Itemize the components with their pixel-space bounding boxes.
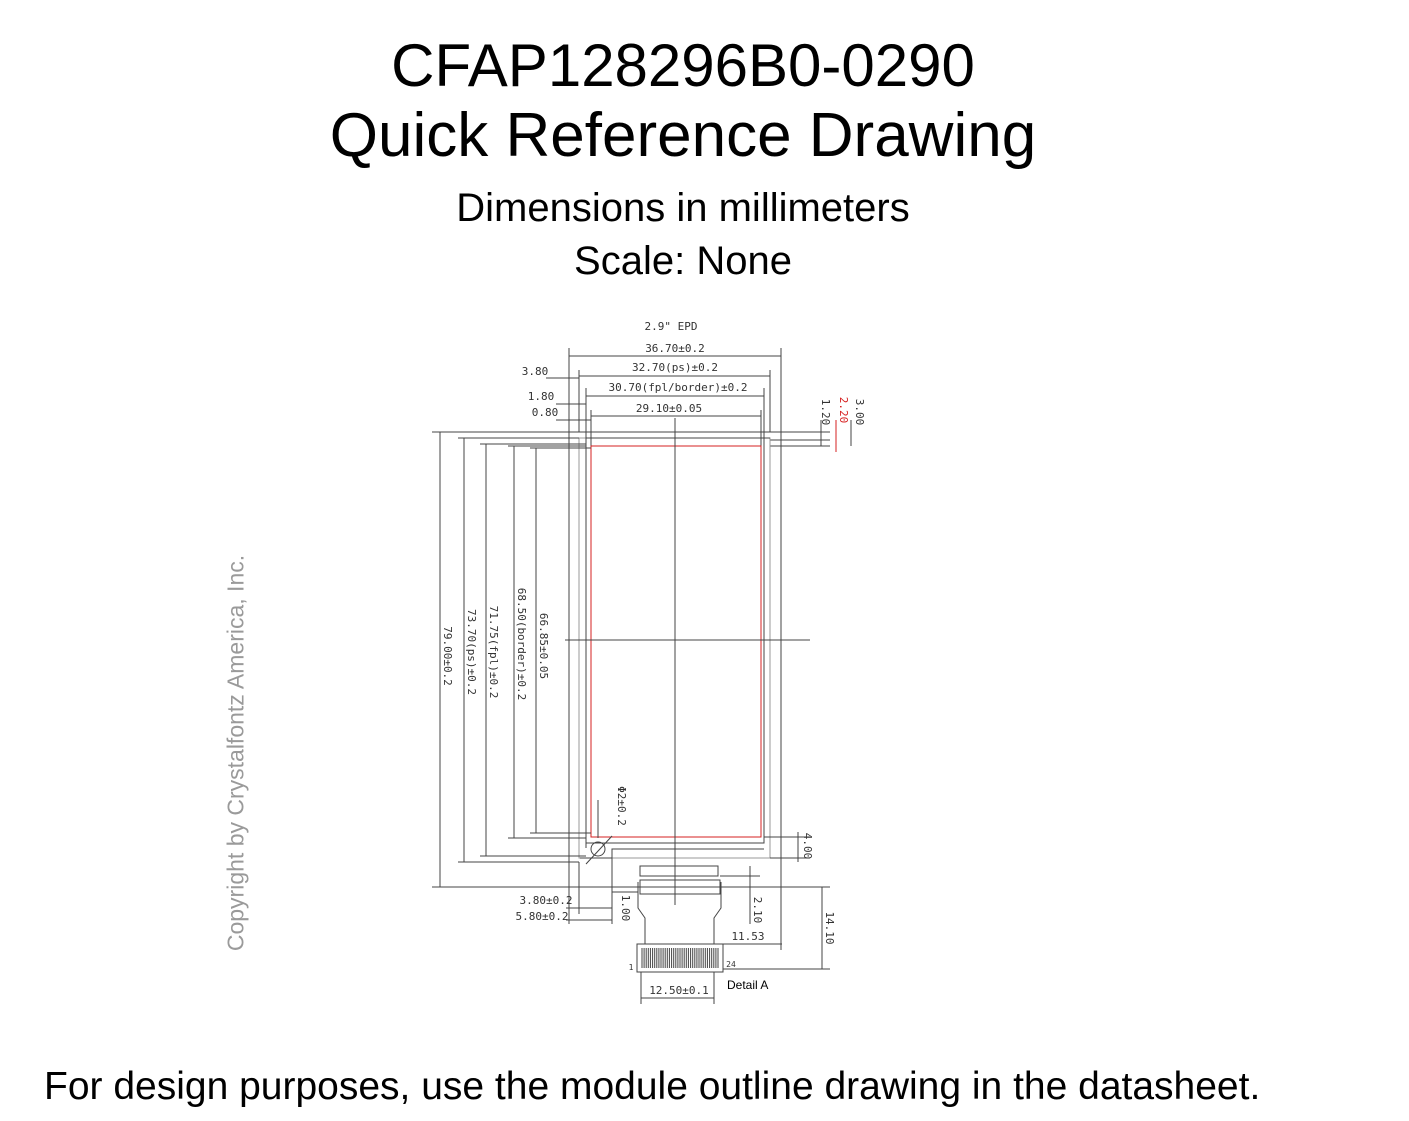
svg-text:30.70(fpl/border)±0.2: 30.70(fpl/border)±0.2 — [608, 381, 748, 394]
dim-aa-width — [591, 402, 761, 446]
dim-400 — [764, 832, 814, 862]
dim-left-offsets — [522, 365, 591, 420]
dim-1250 — [641, 972, 714, 1004]
svg-text:Φ2±0.2: Φ2±0.2 — [615, 786, 628, 826]
svg-text:3.80: 3.80 — [521, 365, 549, 378]
dim-100 — [612, 892, 638, 921]
svg-text:79.00±0.2: 79.00±0.2 — [441, 626, 454, 686]
dim-right-offsets — [770, 397, 866, 452]
detail-a-label: Detail A — [727, 978, 769, 992]
svg-text:29.10±0.05: 29.10±0.05 — [635, 402, 703, 415]
svg-text:1.20: 1.20 — [819, 398, 832, 426]
pin-first-label: 1 — [628, 963, 634, 972]
svg-text:66.85±0.05: 66.85±0.05 — [537, 612, 550, 680]
svg-text:2.20: 2.20 — [837, 396, 850, 424]
svg-text:1.80: 1.80 — [527, 390, 555, 403]
svg-text:32.70(ps)±0.2: 32.70(ps)±0.2 — [631, 361, 719, 374]
dim-210 — [720, 866, 764, 924]
dim-1410 — [723, 887, 836, 969]
scale-note: Scale: None — [574, 239, 792, 283]
label-epd: 2.9" EPD — [644, 320, 698, 333]
svg-text:71.75(fpl)±0.2: 71.75(fpl)±0.2 — [487, 605, 500, 699]
svg-text:36.70±0.2: 36.70±0.2 — [645, 342, 705, 355]
svg-text:14.10: 14.10 — [823, 911, 836, 945]
svg-text:1.00: 1.00 — [619, 894, 632, 922]
svg-text:12.50±0.1: 12.50±0.1 — [649, 984, 709, 997]
pin-last-label: 24 — [726, 960, 736, 969]
part-number-title: CFAP128296B0-0290 — [391, 32, 975, 99]
svg-text:11.53: 11.53 — [731, 930, 765, 943]
mounting-hole — [586, 786, 628, 864]
copyright-watermark: Copyright by Crystalfontz America, Inc. — [222, 554, 249, 952]
units-note: Dimensions in millimeters — [456, 186, 910, 230]
dim-bottom-offsets — [516, 858, 612, 924]
svg-text:5.80±0.2: 5.80±0.2 — [515, 910, 569, 923]
svg-text:4.00: 4.00 — [801, 832, 814, 860]
active-area — [591, 446, 761, 837]
svg-text:73.70(ps)±0.2: 73.70(ps)±0.2 — [465, 608, 478, 696]
svg-text:0.80: 0.80 — [531, 406, 559, 419]
svg-text:3.00: 3.00 — [853, 398, 866, 426]
drawing-title: Quick Reference Drawing — [329, 101, 1037, 170]
svg-text:68.50(border)±0.2: 68.50(border)±0.2 — [515, 587, 528, 701]
svg-text:3.80±0.2: 3.80±0.2 — [519, 894, 573, 907]
connector-pins — [642, 948, 718, 968]
dim-fpl-height — [480, 444, 586, 856]
svg-text:2.10: 2.10 — [751, 896, 764, 924]
design-note: For design purposes, use the module outline drawing in the datasheet. — [44, 1065, 1261, 1108]
